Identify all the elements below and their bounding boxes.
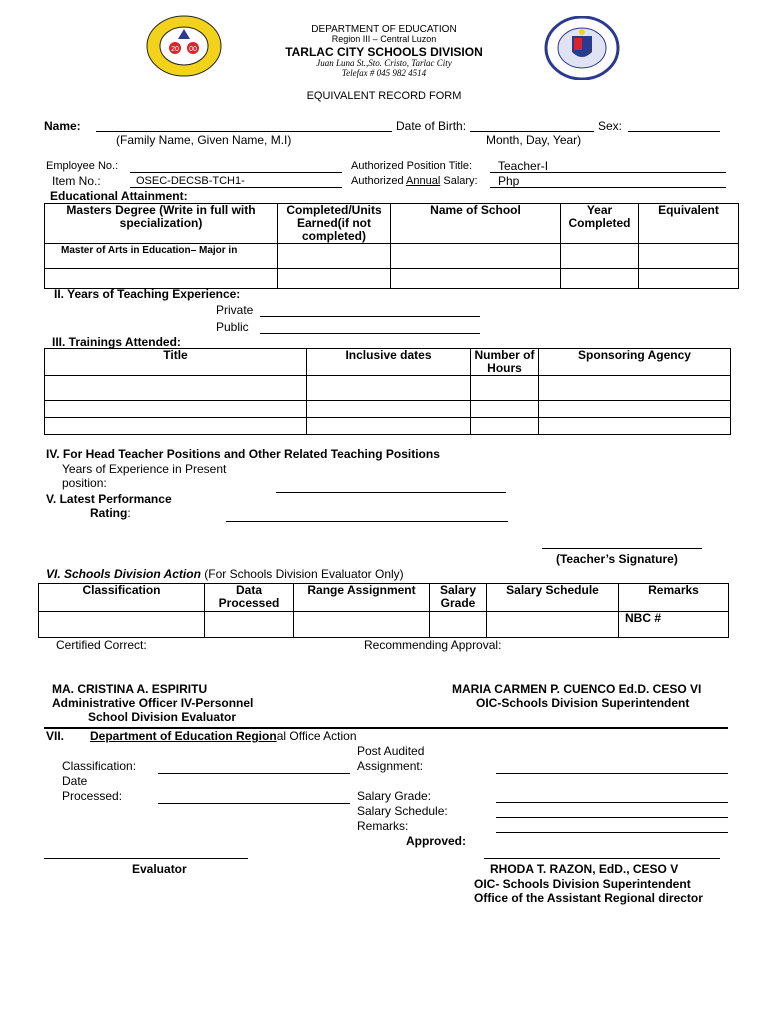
edu-row1-equivalent[interactable] [639, 244, 739, 269]
salary-grade-label: Salary Grade: [357, 789, 432, 803]
left-signatory-title-1: Administrative Officer IV-Personnel [52, 696, 254, 710]
performance-label-2 [90, 506, 131, 520]
div-col-remarks: Remarks [619, 584, 729, 612]
div-col-range: Range Assignment [294, 584, 430, 612]
salary-label-pre: Authorized [351, 175, 407, 187]
svg-text:20: 20 [171, 46, 179, 53]
train-row3-dates[interactable] [307, 418, 471, 435]
teacher-signature-label: (Teacher’s Signature) [556, 552, 678, 566]
salary-line[interactable] [490, 187, 726, 188]
train-row2-hours[interactable] [471, 401, 539, 418]
date-label: Date [62, 774, 88, 788]
public-label: Public [216, 320, 249, 334]
train-col-agency: Sponsoring Agency [539, 349, 731, 376]
train-row1-title[interactable] [45, 376, 307, 401]
train-row3-title[interactable] [45, 418, 307, 435]
form-title: EQUIVALENT RECORD FORM [306, 90, 462, 102]
experience-section-label: II. Years of Teaching Experience: [54, 287, 241, 301]
deped-seal-logo [544, 16, 620, 80]
train-row1-hours[interactable] [471, 376, 539, 401]
private-label: Private [216, 303, 254, 317]
name-hint: (Family Name, Given Name, M.I) [116, 133, 292, 147]
education-section-label: Educational Attainment: [50, 189, 188, 203]
div-row-range[interactable] [294, 612, 430, 638]
division-action-label: VI. Schools Division Action [46, 567, 201, 581]
svg-text:00: 00 [189, 46, 197, 53]
div-col-salary-grade: Salary Grade [430, 584, 487, 612]
salary-schedule-line[interactable] [496, 817, 728, 818]
processed-label: Processed: [62, 789, 123, 803]
private-line[interactable] [260, 316, 480, 317]
train-row1-dates[interactable] [307, 376, 471, 401]
edu-row2-equivalent[interactable] [639, 269, 739, 289]
assignment-line[interactable] [496, 773, 728, 774]
div-row-classification[interactable] [39, 612, 205, 638]
years-present-label-2: position: [62, 476, 107, 490]
performance-label-1: V. Latest Performance [46, 492, 172, 506]
public-line[interactable] [260, 333, 480, 334]
division-action-table [38, 583, 729, 638]
salary-label-post: Salary: [440, 175, 478, 187]
train-row3-agency[interactable] [539, 418, 731, 435]
item-no-line[interactable] [130, 187, 342, 188]
division-action-heading [46, 567, 404, 581]
div-col-salary-schedule: Salary Schedule [487, 584, 619, 612]
trainings-section-label: III. Trainings Attended: [52, 335, 181, 349]
position-value: Teacher-I [498, 159, 549, 173]
right-signatory-title: OIC-Schools Division Superintendent [476, 696, 690, 710]
performance-line[interactable] [226, 521, 508, 522]
head-teacher-section-label: IV. For Head Teacher Positions and Other Related Teaching Positions [46, 447, 440, 461]
name-label: Name: [44, 119, 81, 133]
edu-col-equivalent: Equivalent [639, 204, 739, 244]
teacher-signature-line[interactable] [542, 548, 702, 549]
education-table [44, 203, 739, 289]
regional-section-heading [90, 729, 357, 743]
div-row-salary-grade[interactable] [430, 612, 487, 638]
train-row1-agency[interactable] [539, 376, 731, 401]
position-line[interactable] [490, 172, 726, 173]
regional-section-label-u: Department of Education Region [90, 729, 277, 743]
salary-label [351, 175, 478, 187]
evaluator-label: Evaluator [132, 862, 187, 876]
recommending-label: Recommending Approval: [364, 638, 502, 652]
evaluator-signature-line[interactable] [44, 858, 248, 859]
remarks-label: Remarks: [357, 819, 409, 833]
header-division: TARLAC CITY SCHOOLS DIVISION [285, 45, 483, 59]
dob-hint: Month, Day, Year) [486, 133, 582, 147]
certified-label: Certified Correct: [56, 638, 147, 652]
right-signatory-name: MARIA CARMEN P. CUENCO Ed.D. CESO VI [452, 682, 702, 696]
train-row3-hours[interactable] [471, 418, 539, 435]
item-no-value: OSEC-DECSB-TCH1- [136, 175, 245, 187]
employee-no-line[interactable] [130, 172, 342, 173]
header-region: Region III – Central Luzon [331, 34, 437, 44]
div-row-data-processed[interactable] [205, 612, 294, 638]
left-signatory-name: MA. CRISTINA A. ESPIRITU [52, 682, 208, 696]
div-col-classification: Classification [39, 584, 205, 612]
train-col-hours: Number of Hours [471, 349, 539, 376]
rd-signatory-title-2: Office of the Assistant Regional director [474, 891, 703, 905]
salary-value: Php [498, 174, 520, 188]
dob-line[interactable] [470, 131, 594, 132]
sex-line[interactable] [628, 131, 720, 132]
sex-label: Sex: [598, 119, 623, 133]
performance-colon: : [127, 506, 131, 520]
edu-col-school: Name of School [391, 204, 561, 244]
position-label: Authorized Position Title: [351, 160, 473, 172]
edu-row2-year[interactable] [561, 269, 639, 289]
salary-label-annual: Annual [406, 175, 441, 187]
edu-row1-units[interactable] [278, 244, 391, 269]
edu-col-degree: Masters Degree (Write in full with specialization) [45, 204, 278, 244]
years-present-line[interactable] [276, 492, 506, 493]
header-dept: DEPARTMENT OF EDUCATION [311, 24, 457, 35]
header-telefax: Telefax # 045 982 4514 [341, 68, 427, 78]
approved-label: Approved: [406, 834, 466, 848]
edu-col-units: Completed/Units Earned(if not completed) [278, 204, 391, 244]
processed-line[interactable] [158, 803, 350, 804]
train-row2-agency[interactable] [539, 401, 731, 418]
header-address: Juan Luna St.,Sto. Cristo, Tarlac City [316, 58, 452, 68]
years-present-label-1: Years of Experience in Present [62, 462, 227, 476]
post-audited-label: Post Audited [357, 744, 425, 758]
div-row-nbc[interactable]: NBC # [619, 612, 729, 638]
item-no-label: Item No.: [52, 174, 101, 188]
div-col-data-processed: Data Processed [205, 584, 294, 612]
edu-row1-degree[interactable]: Master of Arts in Education– Major in [45, 244, 278, 269]
edu-col-year: Year Completed [561, 204, 639, 244]
remarks-line[interactable] [496, 832, 728, 833]
rd-signatory-title-1: OIC- Schools Division Superintendent [474, 877, 691, 891]
name-line[interactable] [96, 131, 392, 132]
train-col-title: Title [45, 349, 307, 376]
salary-grade-line[interactable] [496, 802, 728, 803]
trainings-table [44, 348, 731, 435]
edu-row2-units[interactable] [278, 269, 391, 289]
rd-signatory-name: RHODA T. RAZON, EdD., CESO V [490, 862, 679, 876]
edu-row1-year[interactable] [561, 244, 639, 269]
classification-line[interactable] [158, 773, 350, 774]
train-row2-title[interactable] [45, 401, 307, 418]
div-row-salary-schedule[interactable] [487, 612, 619, 638]
classification-label: Classification: [62, 759, 137, 773]
train-row2-dates[interactable] [307, 401, 471, 418]
edu-row2-degree[interactable] [45, 269, 278, 289]
dob-label: Date of Birth: [396, 119, 467, 133]
assignment-label: Assignment: [357, 759, 424, 773]
performance-rating-word: Rating [90, 506, 128, 520]
edu-row1-school[interactable] [391, 244, 561, 269]
division-action-note: (For Schools Division Evaluator Only) [200, 567, 404, 581]
rd-signature-line[interactable] [484, 858, 720, 859]
edu-row2-school[interactable] [391, 269, 561, 289]
regional-section-num: VII. [46, 729, 65, 743]
employee-no-label: Employee No.: [46, 160, 119, 172]
salary-schedule-label: Salary Schedule: [357, 804, 448, 818]
left-signatory-title-2: School Division Evaluator [88, 710, 237, 724]
regional-section-label-rest: al Office Action [276, 729, 357, 743]
train-col-dates: Inclusive dates [307, 349, 471, 376]
